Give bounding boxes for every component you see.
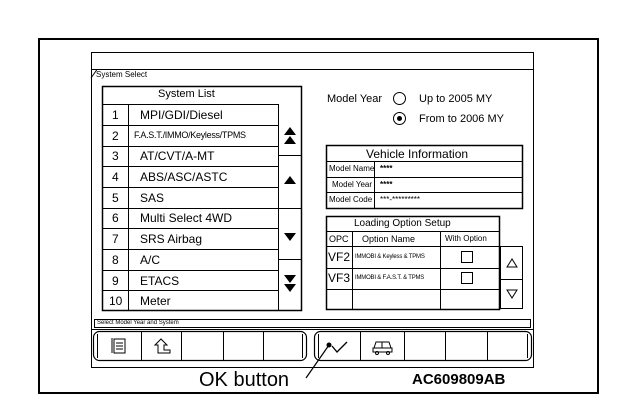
vehicle-info-value: **** <box>380 180 393 189</box>
ok-button-callout: OK button <box>199 369 290 391</box>
system-item-label: ABS/ASC/ASTC <box>140 170 228 184</box>
radio-label: From to 2006 MY <box>419 113 504 125</box>
system-list-scrollbar <box>279 105 301 310</box>
status-bar-text: Select Model Year and System <box>97 320 179 326</box>
system-item-label: SRS Airbag <box>140 232 203 246</box>
vehicle-info-value: ***-********* <box>380 195 421 204</box>
system-item-number: 10 <box>109 294 123 308</box>
vehicle-icon[interactable] <box>362 332 404 360</box>
system-item-number: 1 <box>112 108 119 122</box>
vehicle-info-label: Model Name <box>329 164 375 173</box>
section-title: System Select <box>96 70 148 79</box>
system-item-label: AT/CVT/A-MT <box>140 149 215 163</box>
with-option-checkbox[interactable] <box>461 251 473 263</box>
option-name: IMMOBI & F.A.S.T. & TPMS <box>355 275 425 281</box>
system-item-number: 6 <box>112 211 119 225</box>
system-item-label: A/C <box>140 253 161 267</box>
radio-button[interactable] <box>393 92 406 105</box>
system-item-number: 7 <box>112 232 119 246</box>
option-opc: VF2 <box>328 250 351 264</box>
system-item-number: 2 <box>112 129 119 143</box>
back-arrow-icon[interactable] <box>142 332 180 360</box>
scroll-down-icon[interactable] <box>284 233 296 241</box>
option-opc: VF3 <box>328 271 351 285</box>
option-scrollbar <box>501 247 523 309</box>
column-header-with-option: With Option <box>445 234 487 243</box>
vehicle-info-label: Model Year <box>332 180 373 189</box>
option-name: IMMOBI & Keyless & TPMS <box>355 254 425 260</box>
with-option-checkbox[interactable] <box>461 272 473 284</box>
model-year-label: Model Year <box>327 93 383 105</box>
system-item-label: SAS <box>140 191 165 205</box>
column-header-opc: OPC <box>329 234 349 244</box>
scroll-page-down-icon[interactable] <box>284 275 296 292</box>
figure-code: AC609809AB <box>412 371 506 388</box>
system-item-number: 9 <box>112 274 119 288</box>
vehicle-info-value: **** <box>380 164 393 173</box>
scroll-up-icon[interactable] <box>284 176 296 184</box>
column-header-option-name: Option Name <box>362 234 416 244</box>
vehicle-info-label: Model Code <box>329 195 373 204</box>
system-list-header: System List <box>158 88 215 100</box>
system-item-number: 4 <box>112 170 119 184</box>
system-item-label: Meter <box>140 294 171 308</box>
system-item-number: 3 <box>112 149 119 163</box>
option-scroll-down-icon[interactable] <box>507 290 517 298</box>
loading-option-header: Loading Option Setup <box>354 218 451 229</box>
radio-button-selected[interactable] <box>393 112 406 125</box>
scroll-page-up-icon[interactable] <box>284 127 296 144</box>
system-item-number: 8 <box>112 253 119 267</box>
system-item-label: MPI/GDI/Diesel <box>140 108 223 122</box>
system-item-label: ETACS <box>140 274 180 288</box>
radio-label: Up to 2005 MY <box>419 93 493 105</box>
help-book-icon[interactable] <box>98 332 140 360</box>
checkmark-icon[interactable] <box>319 332 359 360</box>
system-item-label: Multi Select 4WD <box>140 211 233 225</box>
vehicle-info-header: Vehicle Information <box>366 147 469 161</box>
system-item-label: F.A.S.T./IMMO/Keyless/TPMS <box>134 130 246 140</box>
system-item-number: 5 <box>112 191 119 205</box>
option-scroll-up-icon[interactable] <box>507 259 517 267</box>
